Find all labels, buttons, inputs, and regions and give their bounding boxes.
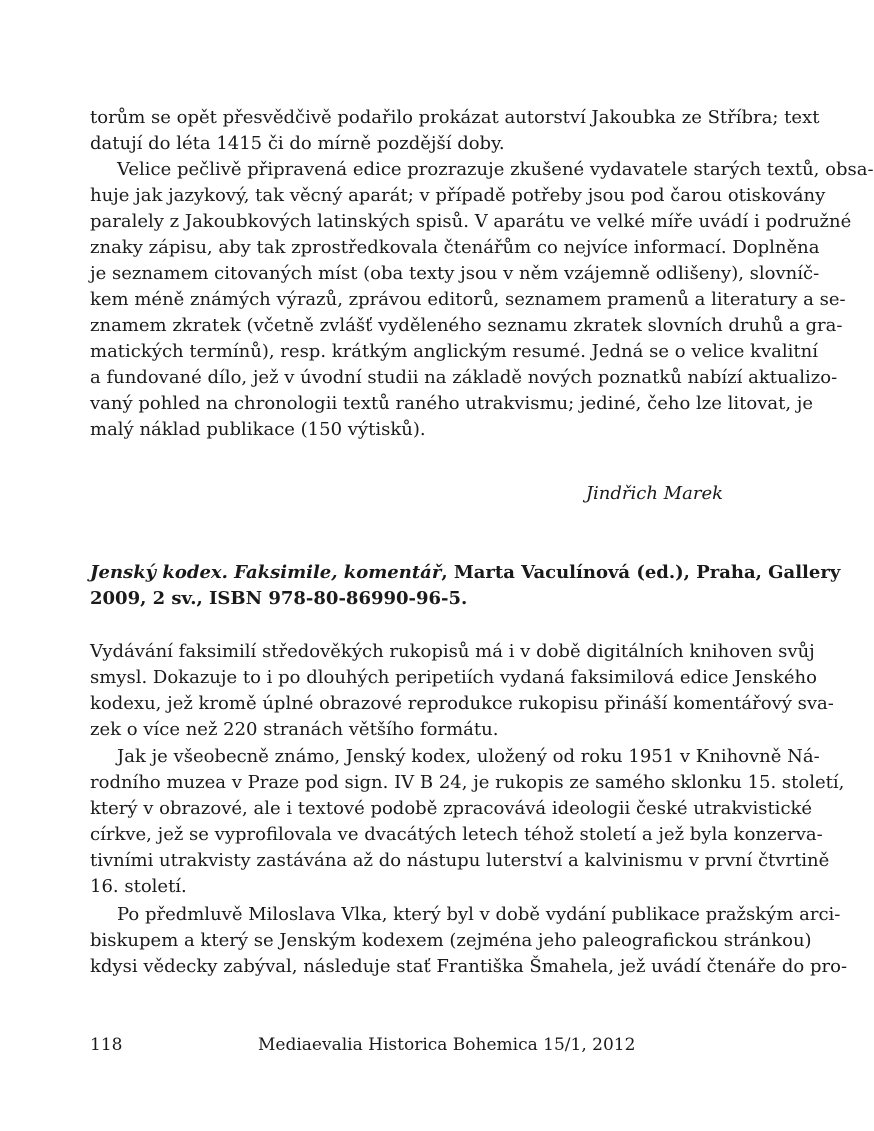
review-title-italic: Jenský kodex. Faksimile, komentář bbox=[90, 562, 442, 583]
body-text-line: a fundované dílo, jež v úvodní studii na základě nových poznatků nabízí aktualizo- bbox=[90, 367, 838, 388]
body-text-line: matických termínů), resp. krátkým anglickým resumé. Jedná se o velice kvalitní bbox=[90, 341, 818, 362]
body-text-line: rodního muzea v Praze pod sign. IV B 24, je rukopis ze samého sklonku 15. století, bbox=[90, 772, 845, 793]
body-text-line: je seznamem citovaných míst (oba texty jsou v něm vzájemně odlišeny), slovníč- bbox=[90, 263, 820, 284]
body-text-line: Jak je všeobecně známo, Jenský kodex, uložený od roku 1951 v Knihovně Ná- bbox=[117, 746, 820, 767]
body-text-line: vaný pohled na chronologii textů raného utrakvismu; jediné, čeho lze litovat, je bbox=[90, 393, 814, 414]
page-number: 118 bbox=[90, 1035, 123, 1055]
body-text-line: který v obrazové, ale i textové podobě zpracovává ideologii české utrakvistické bbox=[90, 798, 813, 819]
body-text-line: znaky zápisu, aby tak zprostředkovala čtenářům co nejvíce informací. Doplněna bbox=[90, 237, 820, 258]
review-title-rest: , Marta Vaculínová (ed.), Praha, Gallery bbox=[441, 562, 841, 583]
body-text-line: Vydávání faksimilí středověkých rukopisů má i v době digitálních knihoven svůj bbox=[90, 641, 815, 662]
body-text-line: znamem zkratek (včetně zvlášť vyděleného seznamu zkratek slovních druhů a gra- bbox=[90, 315, 843, 336]
body-text-line: huje jak jazykový, tak věcný aparát; v případě potřeby jsou pod čarou otiskovány bbox=[90, 185, 826, 206]
body-text-line: kem méně známých výrazů, zprávou editorů, seznamem pramenů a literatury a se- bbox=[90, 289, 846, 310]
reviewer-signature: Jindřich Marek bbox=[585, 483, 723, 504]
body-text-line: datují do léta 1415 či do mírně pozdější doby. bbox=[90, 133, 505, 154]
review-title-line2: 2009, 2 sv., ISBN 978-80-86990-96-5. bbox=[90, 588, 468, 609]
body-text-line: 16. století. bbox=[90, 876, 187, 897]
body-text-line: kodexu, jež kromě úplné obrazové reprodukce rukopisu přináší komentářový sva- bbox=[90, 693, 834, 714]
review-title bbox=[90, 560, 841, 586]
body-text-line: Po předmluvě Miloslava Vlka, který byl v době vydání publikace pražským arci- bbox=[117, 904, 841, 925]
body-text-line: kdysi vědecky zabýval, následuje stať Františka Šmahela, jež uvádí čtenáře do pro- bbox=[90, 956, 848, 977]
body-text-line: Velice pečlivě připravená edice prozrazuje zkušené vydavatele starých textů, obsa- bbox=[117, 159, 874, 180]
body-text-line: malý náklad publikace (150 výtisků). bbox=[90, 419, 426, 440]
body-text-line: paralely z Jakoubkových latinských spisů. V aparátu ve velké míře uvádí i podružné bbox=[90, 211, 852, 232]
body-text-line: torům se opět přesvědčivě podařilo prokázat autorství Jakoubka ze Stříbra; text bbox=[90, 107, 820, 128]
body-text-line: tivními utrakvisty zastávána až do nástupu luterství a kalvinismu v první čtvrtině bbox=[90, 850, 830, 871]
body-text-line: církve, jež se vyprofilovala ve dvacátých letech téhož století a jež byla konzerva- bbox=[90, 824, 823, 845]
body-text-line: zek o více než 220 stranách většího formátu. bbox=[90, 719, 499, 740]
body-text-line: biskupem a který se Jenským kodexem (zejména jeho paleografickou stránkou) bbox=[90, 930, 812, 951]
journal-name: Mediaevalia Historica Bohemica 15/1, 2012 bbox=[258, 1035, 636, 1055]
body-text-line: smysl. Dokazuje to i po dlouhých peripetiích vydaná faksimilová edice Jenského bbox=[90, 667, 817, 688]
